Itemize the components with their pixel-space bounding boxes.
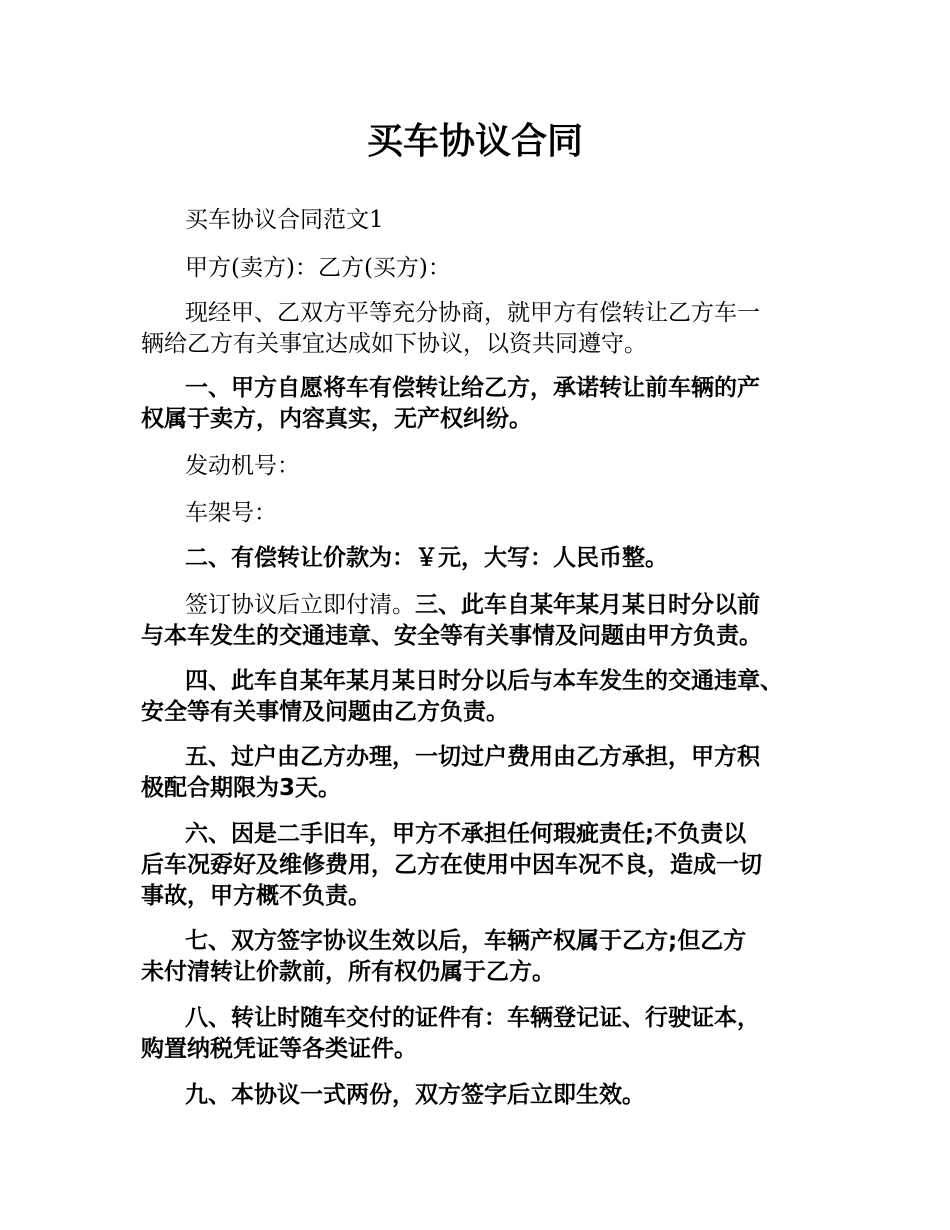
parties-text: 甲方(卖方)：乙方(买方)： [185, 255, 451, 281]
clause-4-line-2: 安全等有关事情及问题由乙方负责。 [141, 699, 509, 725]
clause-6 [141, 819, 821, 912]
clause-5 [141, 742, 821, 804]
clause-4 [141, 666, 821, 728]
clause-3-start: 三、此车自某年某月某日时分以前 [415, 592, 760, 618]
clause-8 [141, 1003, 821, 1065]
clause-8-line-1: 八、转让时随车交付的证件有：车辆登记证、行驶证本， [185, 1005, 760, 1031]
clause-6-line-3: 事故，甲方概不负责。 [141, 883, 371, 909]
clause-7-line-2: 未付清转让价款前，所有权仍属于乙方。 [141, 959, 555, 985]
engine-number-field [141, 451, 821, 482]
clause-9 [141, 1080, 821, 1111]
clause-7-line-1: 七、双方签字协议生效以后，车辆产权属于乙方;但乙方 [185, 928, 747, 954]
subtitle-line: 买车协议合同范文1 [185, 207, 384, 233]
frame-number-label: 车架号： [185, 500, 277, 526]
clause-7 [141, 926, 821, 988]
clause-5-line-1: 五、过户由乙方办理，一切过户费用由乙方承担，甲方积 [185, 744, 760, 770]
clause-6-line-2: 后车况孬好及维修费用，乙方在使用中因车况不良，造成一切 [141, 852, 762, 878]
clause-3 [141, 590, 821, 652]
clause-1-line-1: 一、甲方自愿将车有偿转让给乙方，承诺转让前车辆的产 [185, 375, 760, 401]
clause-1-line-2: 权属于卖方，内容真实，无产权纠纷。 [141, 406, 532, 432]
parties-line [141, 253, 821, 284]
intro-paragraph [141, 298, 821, 360]
clause-6-line-1: 六、因是二手旧车，甲方不承担任何瑕疵责任;不负责以 [185, 821, 747, 847]
page-title: 买车协议合同 [366, 121, 583, 162]
clause-3-prefix: 签订协议后立即付清。 [185, 592, 415, 618]
frame-number-field [141, 498, 821, 529]
clause-3-line-1 [141, 590, 821, 621]
intro-line-1: 现经甲、乙双方平等充分协商，就甲方有偿转让乙方车一 [185, 300, 760, 326]
clause-3-line-2: 与本车发生的交通违章、安全等有关事情及问题由甲方负责。 [141, 623, 762, 649]
clause-1 [141, 373, 821, 435]
intro-line-2: 辆给乙方有关事宜达成如下协议，以资共同遵守。 [141, 331, 647, 357]
clause-5-line-2: 极配合期限为3天。 [141, 775, 342, 801]
clause-8-line-2: 购置纳税凭证等各类证件。 [141, 1036, 417, 1062]
clause-2 [141, 543, 821, 574]
subtitle [141, 205, 821, 236]
clause-2-line: 二、有偿转让价款为：￥元，大写：人民币整。 [185, 545, 668, 571]
engine-number-label: 发动机号： [185, 453, 300, 479]
clause-9-line: 九、本协议一式两份，双方签字后立即生效。 [185, 1082, 645, 1108]
clause-4-line-1: 四、此车自某年某月某日时分以后与本车发生的交通违章、 [185, 668, 783, 694]
